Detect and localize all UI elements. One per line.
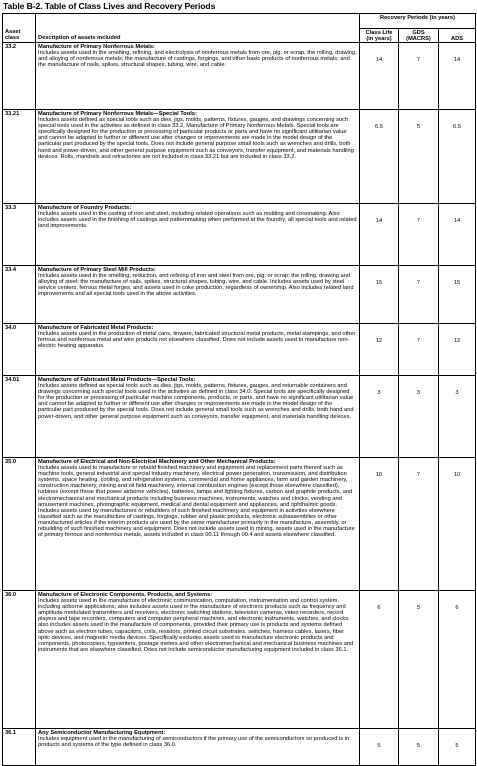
description-cell <box>36 729 360 766</box>
asset-class-description: Includes assets used in the smelting, refining, and electrolysis of nonferrous metals from ore, pig, or scrap, the rolling, drawing, and alloying of nonferrous metals; the manufacture of castings, forgings, and other basic products of nonferrous metals; and the manufacture of nails, spikes, structural shapes, tubing, wire, and cable. <box>38 50 357 69</box>
asset-class-description: Includes assets used in the manufacture of electronic communication, computation, instrumentation and control system, including airborne applications; also includes assets used in the manufacture of electronic products such as frequency and amplitude modulated transmitters and receivers, electronic switching stations, television cameras, video recorders, record players and tape recorders, computers and computer peripheral machines, and electronic instruments, watches, and clocks; also includes assets used in the manufacture of components, provided their primary use is products and systems defined above such as electron tubes, capacitors, coils, resistors, printed circuit substrates, switches, harness cables, lasers, fiber optic devices, and magnetic media devices. Specifically excludes assets used to manufacture electronic products and components, photocopiers, typewriters, postage meters and other electromechanical and mechanical business machines and instruments that are elsewhere classified. Does not include semiconductor manufacturing equipment included in class 36.1. <box>38 598 354 653</box>
description-cell <box>36 266 360 324</box>
ads-cell: 5 <box>439 729 476 766</box>
class-life-cell: 10 <box>360 458 399 591</box>
header-recovery-periods: Recovery Periods (in years) <box>360 14 476 29</box>
header-asset-class: Asset class <box>3 14 36 43</box>
class-life-cell: 15 <box>360 266 399 324</box>
class-life-cell: 6.5 <box>360 110 399 204</box>
asset-class-name: Manufacture of Foundry Products: <box>38 205 132 211</box>
gds-cell: 7 <box>399 43 439 110</box>
asset-class-cell: 34.0 <box>3 324 36 376</box>
gds-cell: 5 <box>399 591 439 729</box>
asset-class-description: Includes assets defined as special tools such as dies, jigs, molds, patterns, fixtures, gauges, and drawings concerning such special tools used in the activities as defined in class 33.2, Manufacture of Primary Nonferrous Metals. Special tools are specifically designed for the production or processing of particular products or parts and have no significant utilitarian value and cannot be adapted to further or different use after changes or improvements are made in the model design of the particular part produced by the special tools. Does not include general purpose small tools such as wrenches and drills, both hand and power-driven, and other general purpose equipment such as conveyors, transfer equipment, and materials handling devices. Rolls, mandrels and refractories are not included in class 33.21 but are included in class 33.2. <box>38 117 354 160</box>
asset-class-description: Includes assets defined as special tools such as dies, jigs, molds, patterns, fixtures, gauges, and returnable containers and drawings concerning such special tools used in the activities as defined in class 34.0. Special tools are specifically designed for the production or processing of particular machine components, products, or parts, and have no significant utilitarian value and cannot be adapted to further or different use after changes or improvements are made in the model design of the particular part produced by the special tools. Does not include general small tools such as wrenches and drills, both hand and power-driven, and other general purpose equipment such as conveyors, transfer equipment, and materials handling devices. <box>38 383 354 420</box>
asset-class-description: Includes equipment used in the manufacturing of semiconductors if the primary use of the semiconductors so produced is in products and systems of the type defined in class 36.0. <box>38 736 350 749</box>
asset-class-name: Manufacture of Primary Nonferrous Metals: <box>38 44 155 50</box>
asset-class-description: Includes assets used in the casting of iron and steel, including related operations such as molding and coremaking. Also includes assets used in the finishing of castings and patternmaking when performed at the foundry, all special tools and related land improvements. <box>38 211 357 230</box>
gds-cell: 3 <box>399 376 439 458</box>
asset-class-cell: 33.2 <box>3 43 36 110</box>
description-cell <box>36 324 360 376</box>
table-row <box>3 204 476 266</box>
ads-cell: 6.5 <box>439 110 476 204</box>
header-class-life: Class Life (in years) <box>360 29 399 43</box>
asset-class-cell: 34.01 <box>3 376 36 458</box>
ads-cell: 10 <box>439 458 476 591</box>
class-life-cell: 6 <box>360 591 399 729</box>
header-ads: ADS <box>439 29 476 43</box>
asset-class-cell: 35.0 <box>3 458 36 591</box>
asset-class-name: Manufacture of Fabricated Metal Products: <box>38 325 154 331</box>
class-lives-table <box>2 13 476 766</box>
description-cell <box>36 591 360 729</box>
class-life-cell: 12 <box>360 324 399 376</box>
class-life-cell: 14 <box>360 43 399 110</box>
table-row <box>3 376 476 458</box>
description-cell <box>36 458 360 591</box>
header-description: Description of assets included <box>36 14 360 43</box>
table-row <box>3 324 476 376</box>
description-cell <box>36 110 360 204</box>
asset-class-cell: 33.4 <box>3 266 36 324</box>
asset-class-cell: 36.0 <box>3 591 36 729</box>
asset-class-name: Manufacture of Electronic Components, Products, and Systems: <box>38 592 213 598</box>
description-cell <box>36 204 360 266</box>
table-row <box>3 729 476 766</box>
asset-class-description: Includes assets used in the production of metal cans, tinware, fabricated structural metal products, metal stampings, and other ferrous and nonferrous metal and wire products not elsewhere classified. Does not include assets used to manufacture non-electric heating apparatus. <box>38 331 356 350</box>
description-cell <box>36 43 360 110</box>
gds-cell: 7 <box>399 266 439 324</box>
asset-class-cell: 33.3 <box>3 204 36 266</box>
asset-class-description: Includes assets used in the smelting, reduction, and refining of iron and steel from ore, pig, or scrap; the rolling, drawing and alloying of steel; the manufacture of nails, spikes, structural shapes, tubing, wire, and cable. Includes assets used by steel service centers, ferrous metal forges, and assets used in coke production, regardless of ownership. Also includes related land improvements and all special tools used in the above activities. <box>38 273 354 298</box>
table-row <box>3 266 476 324</box>
gds-cell: 5 <box>399 110 439 204</box>
table-title: Table B-2. Table of Class Lives and Recovery Periods <box>3 1 216 11</box>
ads-cell: 15 <box>439 266 476 324</box>
asset-class-description: Includes assets used to manufacture or rebuild finished machinery and equipment and replacement parts thereof such as machine tools, general industrial and special industry machinery, electrical power generation, transmission, and distribution systems, space heating, cooling, and refrigeration systems, commercial and home appliances, farm and garden machinery, construction machinery, mining and oil field machinery, internal combustion engines (except those elsewhere classified), turbines (except those that power airborne vehicles), batteries, lamps and lighting fixtures, carbon and graphite products, and electromechanical and mechanical products including business machines, instruments, watches and clocks, vending and amusement machines, photographic equipment, medical and dental equipment and appliances, and ophthalmic goods. Includes assets used by manufacturers or rebuilders of such finished machinery and equipment in activities elsewhere classified such as the manufacture of castings, forgings, rubber and plastic products, electronic subassemblies or other manufactured articles if the interim products are used by the same manufacturer primarily in the manufacture, assembly, or rebuilding of such finished machinery and equipment. Does not include assets used in mining, assets used in the manufacture of primary ferrous and nonferrous metals, assets included in class 00.11 through 00.4 and assets elsewhere classified. <box>38 465 355 539</box>
asset-class-cell: 33.21 <box>3 110 36 204</box>
description-cell <box>36 376 360 458</box>
ads-cell: 14 <box>439 43 476 110</box>
table-row <box>3 458 476 591</box>
gds-cell: 7 <box>399 458 439 591</box>
ads-cell: 3 <box>439 376 476 458</box>
ads-cell: 14 <box>439 204 476 266</box>
asset-class-name: Manufacture of Primary Steel Mill Products: <box>38 267 156 273</box>
ads-cell: 12 <box>439 324 476 376</box>
asset-class-name: Any Semiconductor Manufacturing Equipment: <box>38 730 166 736</box>
asset-class-cell: 36.1 <box>3 729 36 766</box>
asset-class-name: Manufacture of Electrical and Non-Electrical Machinery and Other Mechanical Products: <box>38 459 276 465</box>
asset-class-name: Manufacture of Fabricated Metal Products—Special Tools: <box>38 377 196 383</box>
ads-cell: 6 <box>439 591 476 729</box>
class-life-cell: 3 <box>360 376 399 458</box>
header-gds: GDS (MACRS) <box>399 29 439 43</box>
class-life-cell: 14 <box>360 204 399 266</box>
table-row <box>3 43 476 110</box>
table-row <box>3 110 476 204</box>
asset-class-name: Manufacture of Primary Nonferrous Metals—Special Tools: <box>38 111 197 117</box>
class-life-cell: 5 <box>360 729 399 766</box>
gds-cell: 7 <box>399 204 439 266</box>
gds-cell: 5 <box>399 729 439 766</box>
gds-cell: 7 <box>399 324 439 376</box>
table-row <box>3 591 476 729</box>
